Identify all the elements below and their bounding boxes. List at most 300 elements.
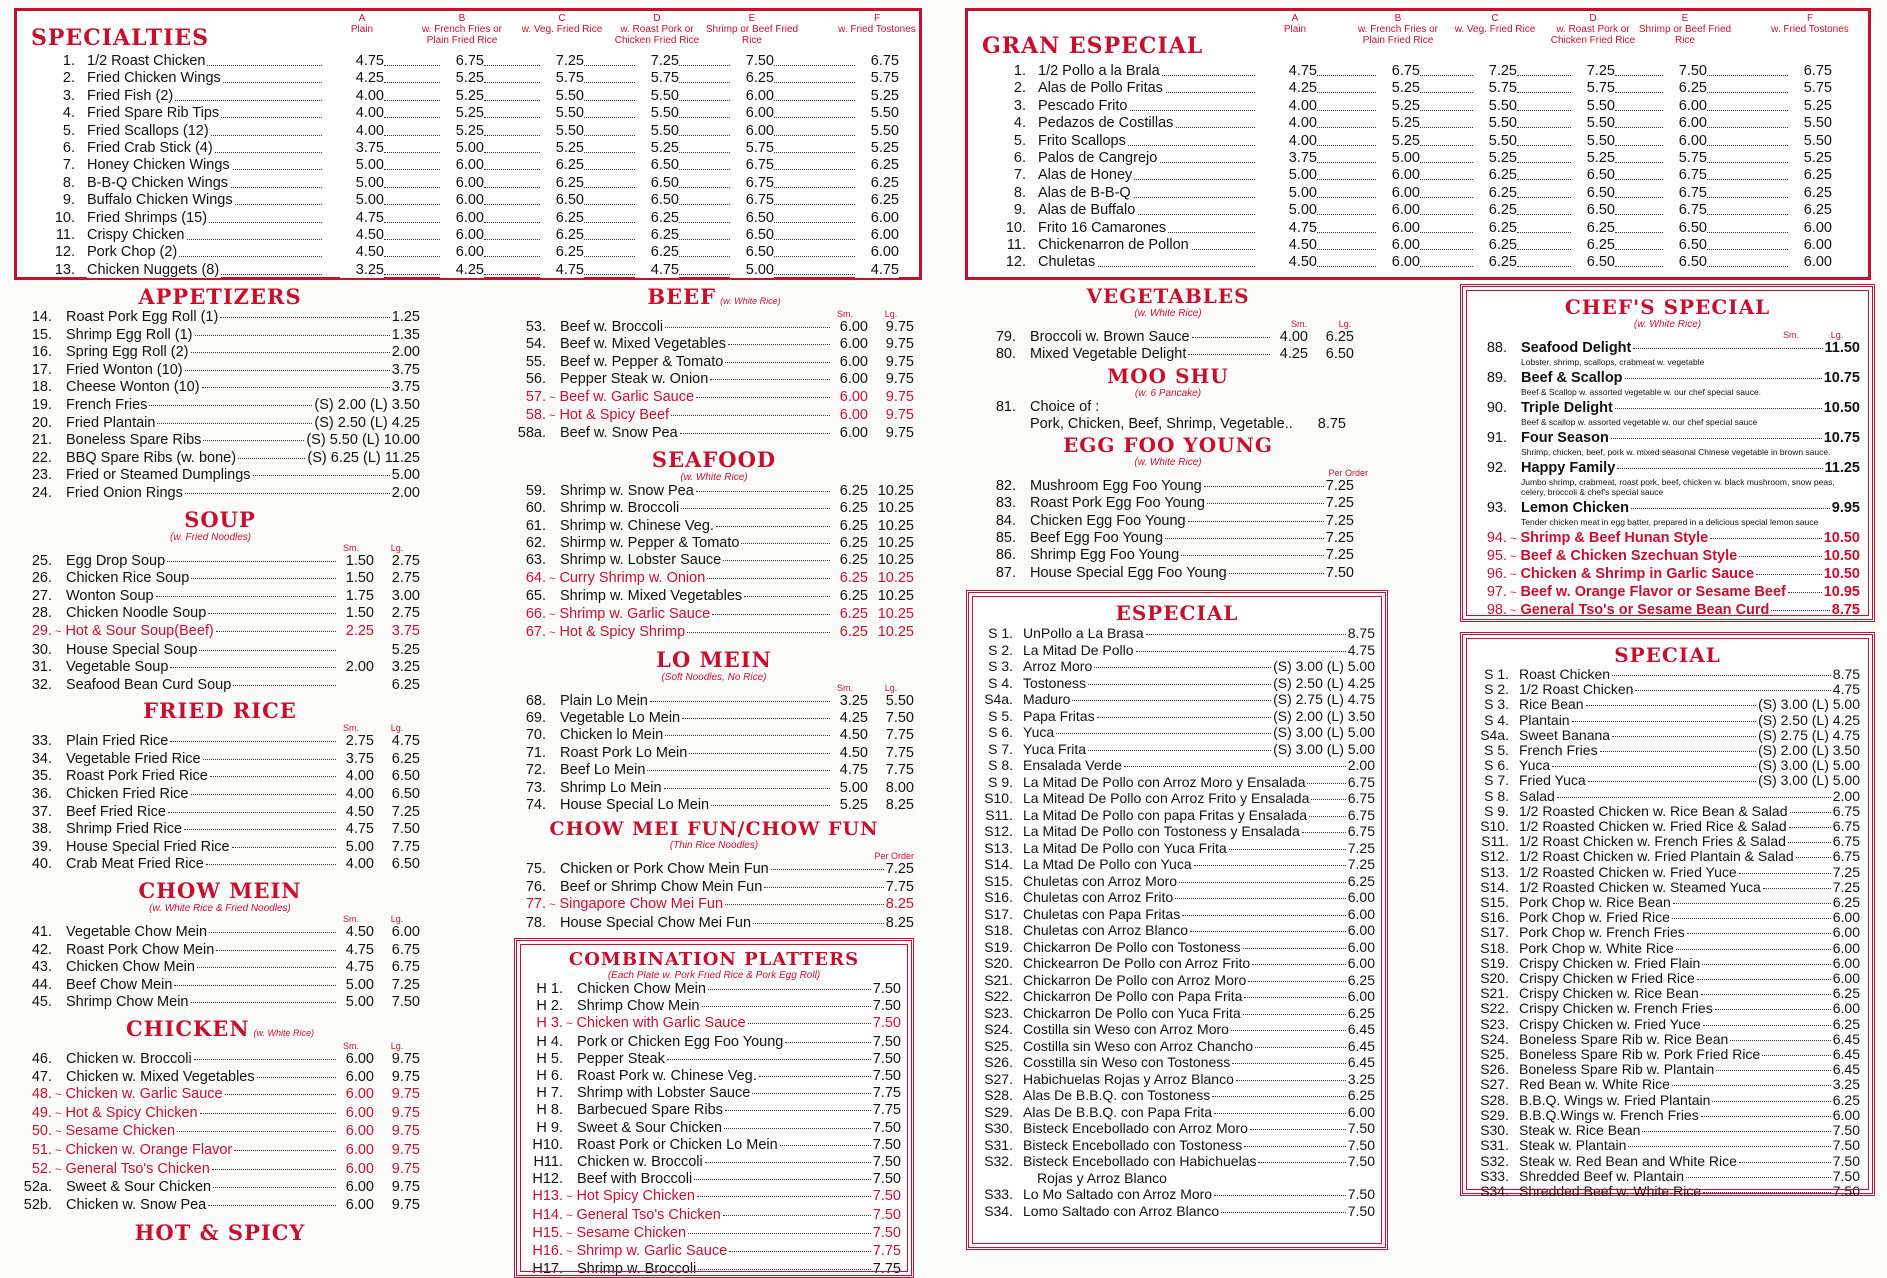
item-price: 6.50 — [1663, 254, 1707, 270]
item-price: 7.50 — [872, 1188, 901, 1205]
dot-leader — [1317, 144, 1376, 146]
item-price: 6.00 — [1832, 970, 1860, 987]
item-name: Hot Spicy Chicken — [576, 1188, 695, 1205]
menu-item — [20, 924, 420, 942]
chili-icon: ~ — [566, 1227, 573, 1240]
combination-title: COMBINATION PLATTERS — [568, 948, 860, 970]
item-name: Shrimp w. Snow Pea — [560, 482, 694, 499]
item-price-small: 6.25 — [839, 588, 868, 605]
item-name: Beef Lo Mein — [560, 762, 646, 779]
menu-item — [47, 227, 907, 244]
item-name: Costilla sin Weso con Arroz Chancho — [1023, 1037, 1254, 1054]
item-number: S15. — [984, 872, 1013, 889]
menu-item — [979, 625, 1375, 642]
dot-leader — [1615, 196, 1663, 198]
item-number: S 9. — [988, 773, 1013, 790]
item-price: 6.75 — [1376, 63, 1420, 79]
item-price-small: 6.25 — [839, 535, 868, 552]
item-name: Fried Chicken Wings — [87, 70, 221, 87]
dot-leader — [1615, 213, 1663, 215]
item-price: 7.50 — [1347, 1186, 1375, 1203]
dot-leader — [1673, 903, 1831, 904]
large-label: Lg. — [884, 682, 898, 693]
menu-item — [979, 1137, 1375, 1154]
menu-item — [979, 675, 1375, 692]
dot-leader — [1317, 231, 1376, 233]
dot-leader — [1707, 196, 1788, 198]
size-header — [514, 309, 914, 319]
dot-leader — [167, 561, 336, 562]
item-price: (S) 2.00 (L) 3.50 — [314, 396, 420, 413]
item-number: S 8. — [988, 757, 1013, 774]
dot-leader — [584, 238, 635, 240]
dot-leader — [1552, 766, 1756, 767]
item-price: 5.50 — [1788, 133, 1832, 149]
item-number: 81. — [995, 398, 1016, 415]
item-price: 6.50 — [1571, 202, 1615, 218]
item-number: 11. — [55, 226, 75, 243]
dot-leader — [716, 526, 830, 527]
item-name: House Special Egg Foo Young — [1030, 564, 1227, 581]
item-price: 2.00 — [391, 484, 420, 501]
item-name: Spring Egg Roll (2) — [66, 344, 189, 361]
item-price-small: 3.25 — [839, 692, 868, 709]
item-name: Fried Onion Rings — [66, 484, 183, 501]
dot-leader — [484, 203, 540, 205]
item-price-small: 6.00 — [839, 407, 868, 424]
item-price: 10.75 — [1823, 370, 1860, 386]
chili-icon: ~ — [549, 410, 556, 423]
item-price-small: 4.75 — [345, 959, 374, 976]
dot-leader — [1072, 700, 1271, 701]
item-price: 6.00 — [1832, 1106, 1860, 1123]
menu-item — [1475, 1047, 1860, 1062]
item-price-small: 5.00 — [345, 976, 374, 993]
item-name: Egg Drop Soup — [66, 552, 166, 569]
item-price: 5.50 — [1473, 133, 1517, 149]
item-number: S17. — [984, 905, 1013, 922]
small-label: Sm. — [342, 542, 359, 553]
item-price: (S) 3.00 (L) 5.00 — [1273, 724, 1375, 741]
dot-leader — [1517, 178, 1571, 180]
item-price: 8.25 — [885, 914, 914, 931]
item-name: Chicken w. Garlic Sauce — [65, 1086, 223, 1103]
item-price-small: 1.50 — [345, 605, 374, 622]
menu-item — [514, 915, 914, 932]
menu-item — [979, 807, 1375, 824]
column-3 — [968, 284, 1375, 1250]
item-price: 6.25 — [1473, 220, 1517, 236]
item-name: Chicken w. Mixed Vegetables — [66, 1068, 255, 1085]
dot-leader — [1686, 1177, 1831, 1178]
dot-leader — [1517, 126, 1571, 128]
item-price: 6.75 — [730, 175, 774, 191]
item-description: Lobster, shrimp, scallops, crabmeat w. vegetable — [1521, 357, 1705, 367]
size-header — [1475, 330, 1860, 340]
chefs-special-list — [1475, 330, 1860, 620]
item-name: 1/2 Roasted Chicken w. Fried Rice & Salad — [1519, 818, 1787, 835]
item-price: 6.00 — [855, 210, 899, 226]
item-price: 7.25 — [1473, 63, 1517, 79]
item-name: Beef Egg Foo Young — [1030, 530, 1164, 547]
item-name: Beef with Broccoli — [577, 1171, 693, 1188]
item-number: 14. — [31, 309, 52, 325]
item-name: Shrimp w. Broccoli — [560, 500, 680, 517]
item-number: S23. — [984, 1004, 1013, 1021]
item-number: S16. — [1480, 909, 1509, 926]
item-price-large: 8.25 — [885, 796, 914, 813]
item-name: Steak w. Plantain — [1519, 1137, 1627, 1154]
dot-leader — [384, 134, 440, 136]
item-number: 91. — [1486, 430, 1507, 446]
menu-item — [1475, 895, 1860, 910]
dot-leader — [774, 64, 855, 66]
item-price: 6.00 — [440, 244, 484, 260]
chow-mei-fun-note: (Thin Rice Noodles) — [669, 840, 759, 852]
dot-leader — [199, 650, 336, 651]
item-number: 52b. — [23, 1196, 52, 1213]
column-header — [1543, 13, 1643, 46]
dot-leader — [1311, 799, 1345, 800]
menu-item — [47, 140, 907, 157]
item-name: Chicken or Pork Chow Mein Fun — [560, 861, 769, 878]
item-price: 5.50 — [540, 123, 584, 139]
special-title: SPECIAL — [1614, 643, 1721, 667]
item-number: 84. — [995, 512, 1016, 529]
menu-item — [514, 535, 914, 552]
item-price: 5.00 — [440, 140, 484, 156]
item-number: 29. — [31, 622, 52, 639]
chili-icon: ~ — [549, 572, 556, 585]
item-number: 57. — [525, 388, 546, 405]
item-price: 4.75 — [340, 210, 384, 226]
menu-item — [968, 329, 1354, 346]
item-number: S24. — [984, 1021, 1013, 1038]
menu-item — [1475, 1108, 1860, 1123]
dot-leader — [1146, 634, 1346, 635]
item-name: 1/2 Pollo a la Brala — [1038, 63, 1160, 79]
gran-especial-list — [998, 63, 1858, 272]
menu-item — [979, 642, 1375, 659]
dot-leader — [1243, 1014, 1346, 1015]
especial-list — [979, 625, 1375, 1219]
menu-item — [979, 1038, 1375, 1055]
item-price-large: 2.75 — [391, 570, 420, 587]
item-name: Chicken Fried Rice — [66, 786, 189, 803]
chili-icon: ~ — [1510, 551, 1517, 563]
item-number: S14. — [1480, 878, 1509, 895]
dot-leader — [1420, 248, 1473, 250]
item-name: Shrimp w. Garlic Sauce — [576, 1243, 728, 1260]
item-price-large: 4.75 — [391, 733, 420, 750]
combination-list — [527, 981, 901, 1278]
item-price: 6.25 — [635, 210, 679, 226]
dot-leader — [1756, 574, 1822, 575]
item-number: S17. — [1480, 924, 1509, 941]
menu-item — [514, 745, 914, 762]
column-label: w. Veg. Fried Rice — [521, 24, 603, 35]
beef-list — [514, 309, 914, 443]
dot-leader — [687, 632, 830, 633]
item-number: H 9. — [536, 1119, 563, 1136]
item-price-large: 9.75 — [885, 371, 914, 388]
column-letter: D — [1589, 13, 1597, 24]
item-name: Chickarron De Pollo con Yuca Frita — [1023, 1004, 1241, 1021]
dot-leader — [1214, 1195, 1346, 1196]
item-price: 7.50 — [872, 1033, 901, 1050]
dot-leader — [1204, 486, 1324, 487]
item-description: Tender chicken meat in egg batter, prepared in a delicious special lemon sauce — [1521, 517, 1819, 527]
dot-leader — [1309, 816, 1346, 817]
item-number: S14. — [984, 856, 1013, 873]
item-price-large: 7.75 — [391, 838, 420, 855]
item-price: 5.50 — [1571, 98, 1615, 114]
item-price-small: 4.50 — [345, 803, 374, 820]
item-number: 5. — [62, 122, 75, 139]
menu-item — [514, 371, 914, 388]
item-price: 6.00 — [1832, 924, 1860, 941]
item-price: 6.00 — [1832, 909, 1860, 926]
item-price-small: 6.00 — [839, 336, 868, 353]
item-price: 5.25 — [1376, 133, 1420, 149]
item-name: General Tso's or Sesame Bean Curd — [1520, 602, 1770, 618]
menu-item — [514, 624, 914, 642]
item-price: 4.25 — [1273, 80, 1317, 96]
menu-item — [20, 1051, 420, 1069]
item-price: 6.75 — [1347, 790, 1375, 807]
dot-leader — [484, 255, 540, 257]
dot-leader — [1317, 178, 1376, 180]
item-number: 7. — [1013, 167, 1026, 184]
column-header — [1348, 13, 1448, 46]
dot-leader — [1707, 126, 1788, 128]
dot-leader — [200, 1113, 336, 1114]
item-number: 3. — [1013, 97, 1026, 114]
dot-leader — [711, 805, 830, 806]
item-price: 8.75 — [1831, 602, 1860, 618]
dot-leader — [1615, 231, 1663, 233]
menu-item — [514, 780, 914, 797]
item-price: 6.00 — [440, 210, 484, 226]
menu-item — [998, 63, 1858, 80]
menu-item — [968, 478, 1354, 495]
item-price: 5.75 — [1788, 80, 1832, 96]
menu-item — [1475, 865, 1860, 880]
item-price: 6.00 — [1347, 955, 1375, 972]
dot-leader — [689, 753, 830, 754]
item-price: 6.25 — [635, 227, 679, 243]
item-price: 11.50 — [1824, 340, 1860, 356]
column-header — [412, 13, 512, 46]
item-name: Vegetable Lo Mein — [560, 709, 681, 726]
dot-leader — [584, 168, 635, 170]
item-number: 64. — [525, 569, 546, 586]
dot-leader — [1739, 1162, 1831, 1163]
item-price-small: 6.25 — [839, 624, 868, 641]
item-price-large: 7.25 — [391, 803, 420, 820]
item-name: Pork Chop w. Rice Bean — [1519, 894, 1671, 911]
item-name: Chicken Nuggets (8) — [87, 261, 220, 278]
item-price-small: 6.00 — [345, 1141, 374, 1158]
item-price: 6.25 — [1473, 167, 1517, 183]
item-name: 1/2 Roast Chicken w. French Fries & Salad — [1519, 833, 1786, 850]
item-number: 96. — [1486, 566, 1507, 582]
per-order-label: Per Order — [874, 851, 914, 862]
dot-leader — [1707, 91, 1788, 93]
item-name: Roast Pork Lo Mein — [560, 744, 688, 761]
dot-leader — [682, 718, 830, 719]
item-number: S18. — [984, 922, 1013, 939]
item-number: 34. — [31, 750, 52, 767]
item-price: (S) 2.50 (L) 4.25 — [1758, 711, 1860, 728]
item-number: 12. — [54, 244, 75, 261]
item-price: 6.25 — [855, 192, 899, 208]
dot-leader — [185, 493, 390, 494]
item-price-small: 6.25 — [839, 605, 868, 622]
chili-icon: ~ — [549, 391, 556, 404]
item-price: 7.50 — [1347, 1202, 1375, 1219]
item-name: 1/2 Roasted Chicken w. Fried Yuce — [1519, 863, 1737, 880]
item-price-large: 9.75 — [391, 1068, 420, 1085]
column-header — [1760, 13, 1860, 35]
item-name: Roast Chicken — [1519, 666, 1611, 682]
item-number: S20. — [984, 955, 1013, 972]
item-price: 6.25 — [540, 157, 584, 173]
menu-item — [527, 998, 901, 1015]
item-price: 6.25 — [1788, 167, 1832, 183]
item-name: Alas de Honey — [1038, 167, 1133, 184]
item-price-large: 9.75 — [391, 1051, 420, 1067]
item-number: H 8. — [536, 1102, 563, 1119]
menu-item — [979, 708, 1375, 725]
dot-leader — [1789, 827, 1831, 828]
column-letter: C — [558, 13, 566, 24]
dot-leader — [1124, 766, 1346, 767]
item-price: 7.50 — [872, 1136, 901, 1153]
size-header — [968, 319, 1368, 329]
large-label: Lg. — [390, 542, 404, 553]
dot-leader — [1194, 865, 1346, 866]
column-letter: E — [748, 13, 756, 24]
item-number: 21. — [31, 432, 52, 449]
dot-leader — [484, 134, 540, 136]
item-name: French Fries — [66, 396, 148, 413]
item-name: Vegetable Soup — [66, 659, 169, 676]
dot-leader — [1188, 521, 1324, 522]
item-price-small: 4.75 — [839, 762, 868, 779]
item-price-small: 4.50 — [839, 744, 868, 761]
menu-item — [20, 553, 420, 571]
item-price: 6.25 — [540, 244, 584, 260]
column-label: w. Roast Pork or Chicken Fried Rice — [614, 24, 700, 46]
item-price: 6.50 — [635, 192, 679, 208]
item-name: Beef & Scallop — [1521, 370, 1623, 386]
menu-item — [47, 157, 907, 174]
dot-leader — [1715, 1009, 1831, 1010]
item-name: French Fries — [1519, 742, 1598, 759]
item-number: 71. — [525, 744, 546, 761]
item-price-large: 9.75 — [885, 319, 914, 335]
small-label: Sm. — [1290, 319, 1307, 329]
item-price: 5.25 — [1571, 150, 1615, 166]
menu-item — [1475, 1154, 1860, 1169]
item-number: S 6. — [988, 724, 1013, 741]
menu-item — [979, 691, 1375, 708]
item-name: Arroz Moro — [1023, 658, 1093, 675]
item-number: 97. — [1486, 584, 1507, 600]
item-price: 6.00 — [1376, 254, 1420, 270]
item-price: 7.50 — [1832, 1137, 1860, 1154]
chow-mein-list — [20, 914, 420, 1012]
menu-item — [514, 727, 914, 744]
dot-leader — [208, 1205, 336, 1206]
small-label: Sm. — [836, 309, 853, 319]
item-price: 6.25 — [1832, 1015, 1860, 1032]
item-price: 4.75 — [1832, 681, 1860, 698]
chili-icon: ~ — [55, 1107, 62, 1120]
item-name: Shredded Beef w. White Rice — [1519, 1182, 1702, 1199]
item-price-small: 6.25 — [839, 500, 868, 517]
item-name: Maduro — [1023, 691, 1071, 708]
item-price: 6.00 — [1347, 1103, 1375, 1120]
item-price: 6.75 — [1347, 806, 1375, 823]
dot-leader — [216, 950, 336, 951]
item-price: 6.00 — [1376, 237, 1420, 253]
item-price: 5.50 — [540, 88, 584, 104]
item-name: Alas de Buffalo — [1038, 202, 1136, 219]
item-price: 5.50 — [1473, 98, 1517, 114]
item-price: 6.75 — [730, 157, 774, 173]
item-price: 6.00 — [1347, 988, 1375, 1005]
especial-title: ESPECIAL — [1115, 601, 1239, 626]
item-price: 7.50 — [1325, 564, 1354, 581]
item-number: 4. — [1013, 115, 1026, 132]
menu-item — [1475, 819, 1860, 834]
menu-item — [968, 565, 1354, 582]
dot-leader — [1317, 161, 1376, 163]
item-number: 65. — [525, 588, 546, 605]
menu-item — [1475, 728, 1860, 743]
dot-leader — [1420, 161, 1473, 163]
column-header — [827, 13, 927, 35]
item-price: 6.25 — [635, 244, 679, 260]
item-price: 5.00 — [391, 467, 420, 484]
item-number: 74. — [525, 796, 546, 813]
menu-item — [514, 425, 914, 442]
menu-item — [20, 659, 420, 677]
item-description: Jumbo shrimp, crabmeat, roast pork, beef, chicken w. black mushroom, snow peas, celery, broccoli & chef's special sauce — [1521, 477, 1835, 497]
menu-item — [979, 840, 1375, 857]
item-price-large: 3.00 — [391, 587, 420, 604]
dot-leader — [650, 701, 830, 702]
item-price: 6.25 — [540, 227, 584, 243]
item-price-small: 6.00 — [345, 1160, 374, 1177]
item-price: 4.75 — [1347, 641, 1375, 658]
item-number: 23. — [31, 467, 52, 484]
vegetables-note: (w. White Rice) — [1134, 308, 1202, 319]
fried-rice-list — [20, 723, 420, 874]
dot-leader — [1255, 1047, 1346, 1048]
item-name: Singapore Chow Mei Fun — [559, 896, 724, 913]
menu-item — [527, 1120, 901, 1137]
vegetables-title: VEGETABLES — [1086, 284, 1250, 308]
menu-item — [47, 262, 907, 279]
item-number: 70. — [525, 727, 546, 744]
menu-item — [1475, 584, 1860, 602]
item-price-small: 5.00 — [839, 779, 868, 796]
dot-leader — [1707, 248, 1788, 250]
item-name: Ensalada Verde — [1023, 757, 1122, 774]
